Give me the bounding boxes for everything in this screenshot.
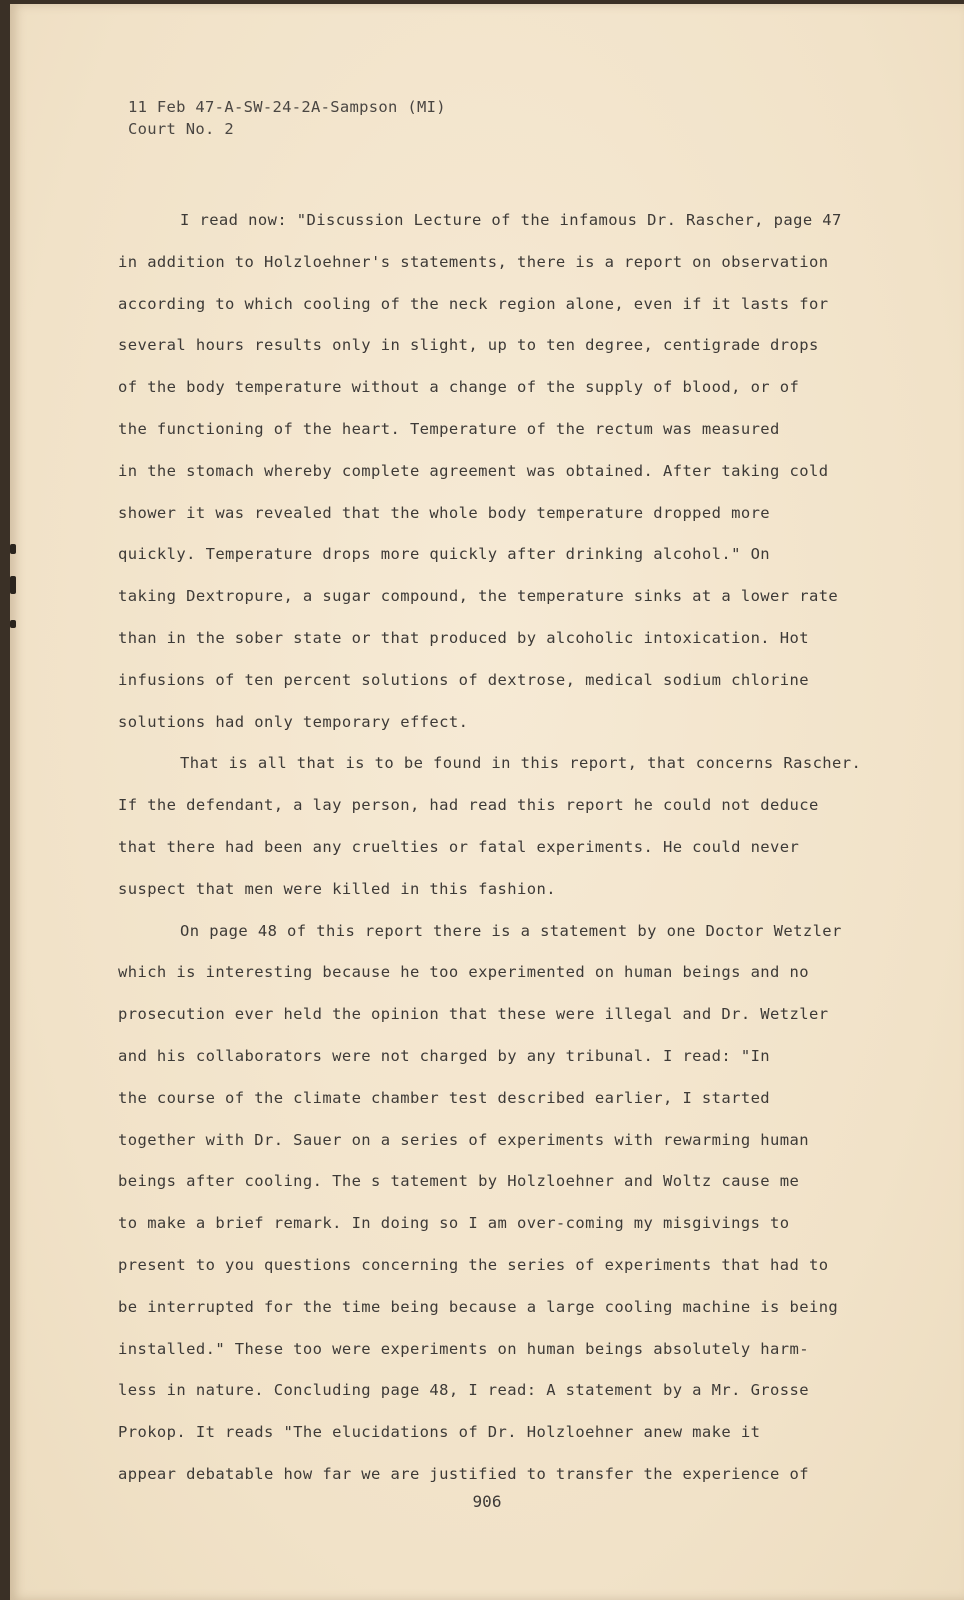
text-line: and his collaborators were not charged by any tribunal. I read: "In xyxy=(118,1046,771,1065)
document-body xyxy=(118,200,898,1496)
text-line: appear debatable how far we are justified to transfer the experience of xyxy=(118,1464,809,1483)
text-line: infusions of ten percent solutions of dextrose, medical sodium chlorine xyxy=(118,670,809,689)
text-line: prosecution ever held the opinion that these were illegal and Dr. Wetzler xyxy=(118,1005,829,1024)
text-line: taking Dextropure, a sugar compound, the temperature sinks at a lower rate xyxy=(118,587,839,606)
text-line: That is all that is to be found in this report, that concerns Rascher. xyxy=(180,754,862,773)
text-line: installed." These too were experiments on human beings absolutely harm- xyxy=(118,1339,809,1358)
page-edge-mark xyxy=(10,544,16,554)
text-line: less in nature. Concluding page 48, I read: A statement by a Mr. Grosse xyxy=(118,1381,809,1400)
text-line: I read now: "Discussion Lecture of the infamous Dr. Rascher, page 47 xyxy=(180,211,842,229)
document-page xyxy=(10,4,964,1600)
header-reference: 11 Feb 47-A-SW-24-2A-Sampson (MI) xyxy=(128,98,446,116)
text-line: several hours results only in slight, up to ten degree, centigrade drops xyxy=(118,336,819,355)
text-line: which is interesting because he too experimented on human beings and no xyxy=(118,963,809,982)
text-line: suspect that men were killed in this fashion. xyxy=(118,879,556,898)
text-line: the course of the climate chamber test described earlier, I started xyxy=(118,1088,771,1107)
page-edge-mark xyxy=(10,620,16,628)
text-line: than in the sober state or that produced by alcoholic intoxication. Hot xyxy=(118,628,809,647)
text-line: present to you questions concerning the series of experiments that had to xyxy=(118,1255,829,1274)
text-line: the functioning of the heart. Temperature of the rectum was measured xyxy=(118,419,780,438)
header-court: Court No. 2 xyxy=(128,120,234,138)
text-line: in addition to Holzloehner's statements, there is a report on observation xyxy=(118,252,829,271)
text-line: On page 48 of this report there is a statement by one Doctor Wetzler xyxy=(180,921,842,940)
text-line: together with Dr. Sauer on a series of experiments with rewarming human xyxy=(118,1130,809,1149)
text-line: quickly. Temperature drops more quickly after drinking alcohol." On xyxy=(118,545,771,564)
page-edge-mark xyxy=(10,576,16,594)
page-number: 906 xyxy=(472,1492,502,1511)
text-line: according to which cooling of the neck region alone, even if it lasts for xyxy=(118,294,829,313)
text-line: be interrupted for the time being because a large cooling machine is being xyxy=(118,1297,839,1316)
text-line: that there had been any cruelties or fatal experiments. He could never xyxy=(118,837,800,856)
text-line: solutions had only temporary effect. xyxy=(118,712,469,731)
text-line: If the defendant, a lay person, had read this report he could not deduce xyxy=(118,796,819,815)
text-line: shower it was revealed that the whole body temperature dropped more xyxy=(118,503,771,522)
text-line: beings after cooling. The s tatement by Holzloehner and Woltz cause me xyxy=(118,1172,800,1191)
text-line: in the stomach whereby complete agreement was obtained. After taking cold xyxy=(118,461,829,480)
text-line: of the body temperature without a change of the supply of blood, or of xyxy=(118,378,800,397)
text-line: Prokop. It reads "The elucidations of Dr. Holzloehner anew make it xyxy=(118,1423,761,1442)
document-header xyxy=(128,96,446,140)
text-line: to make a brief remark. In doing so I am over-coming my misgivings to xyxy=(118,1214,790,1233)
